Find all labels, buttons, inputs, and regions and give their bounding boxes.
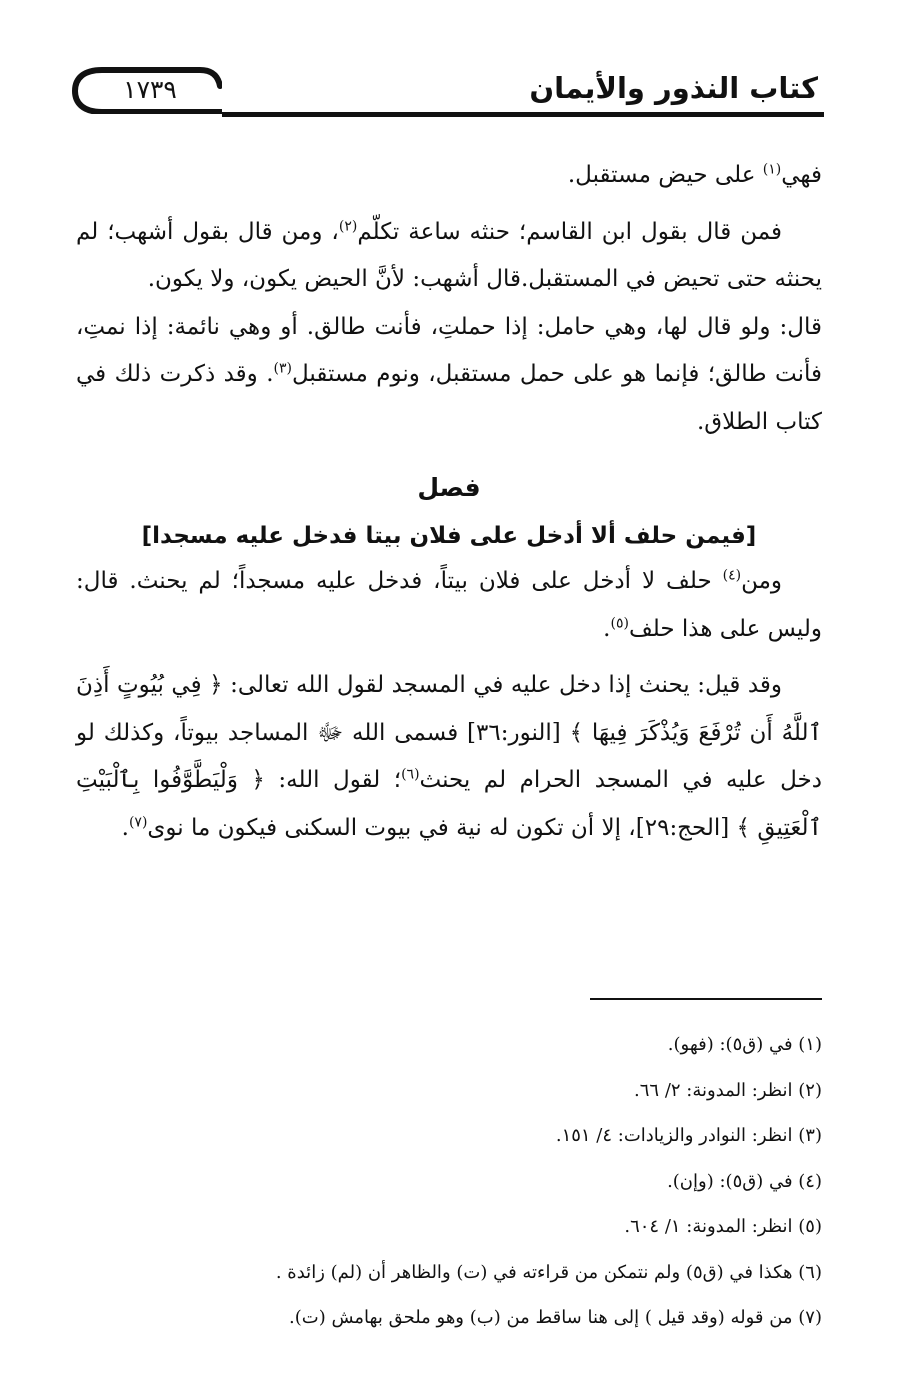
footnote-2: (٢) انظر: المدونة: ٢/ ٦٦. (634, 1079, 822, 1101)
footnote-ref-3: (٣) (273, 360, 292, 377)
paragraph-4: ومن$^{(٤)}$ حلف لا أدخل على فلان بيتاً، فدخل عليه مسجداً؛ لم يحنث. قال: وليس على هذا حلف$^{(٥)}$. (76, 567, 822, 642)
running-header (72, 62, 824, 126)
paragraph-3: قال: ولو قال لها، وهي حامل: إذا حملتِ، فأنت طالق. أو وهي نائمة: إذا نمتِ، فأنت طالق؛ فإنما هو على حمل مستقبل، ونوم مستقبل$^{(٣)}$. وقد ذكرت ذلك في كتاب الطلاق. (76, 313, 822, 435)
footnotes (182, 1022, 822, 1341)
paragraph-5: وقد قيل: يحنث إذا دخل عليه في المسجد لقول الله تعالى: ﴿ فِي بُيُوتٍ أَذِنَ ٱللَّهُ أَن تُرْفَعَ وَيُذْكَرَ فِيهَا ﴾ [النور:٣٦] فسمى الله ﷻ المساجد بيوتاً، وكذلك لو دخل عليه في المسجد الحرام لم يحنث$^{(٦)}$؛ لقول الله: ﴿ وَلْيَطَّوَّفُوا بِٱلْبَيْتِ ٱلْعَتِيقِ ﴾ [الحج:٢٩]، إلا أن تكون له نية في بيوت السكنى فيكون ما نوى$^{(٧)}$. (76, 672, 823, 841)
paragraph-1: فهي$^{(١)}$ على حيض مستقبل. (567, 161, 822, 188)
footnote-5: (٥) انظر: المدونة: ١/ ٦٠٤. (624, 1216, 822, 1237)
page-number-badge (72, 66, 222, 112)
section-title: فصل (417, 473, 481, 502)
footnote-ref-7: (٧) (128, 813, 148, 830)
footnote-6: (٦) هكذا في (ق٥) ولم نتمكن من قراءته في (ت) والظاهر أن (لم) زائدة . (275, 1261, 822, 1283)
book-title: كتاب النذور والأيمان (529, 71, 818, 105)
footnote-7: (٧) من قوله (وقد قيل ) إلى هنا ساقط من (ب) وهو ملحق بهامش (ت). (289, 1307, 822, 1328)
paragraph-2: فمن قال بقول ابن القاسم؛ حنثه ساعة تكلّم$^{(٢)}$، ومن قال بقول أشهب؛ لم يحنثه حتى تحيض في المستقبل.قال أشهب: لأنَّ الحيض يكون، ولا يكون. (76, 217, 822, 292)
main-text (76, 152, 822, 852)
footnote-3: (٣) انظر: النوادر والزيادات: ٤/ ١٥١. (555, 1125, 822, 1146)
footnote-ref-6: (٦) (401, 766, 420, 783)
footnote-ref-5: (٥) (610, 614, 629, 631)
page-number: ١٧٣٩ (123, 75, 177, 104)
footnote-ref-4: (٤) (722, 567, 742, 584)
footnote-separator (590, 998, 822, 1000)
footnote-ref-1: (١) (762, 161, 782, 178)
header-rule (222, 112, 824, 117)
footnote-ref-2: (٢) (338, 217, 358, 234)
footnote-4: (٤) في (ق٥): (وإن). (667, 1170, 822, 1192)
footnote-1: (١) في (ق٥): (فهو). (667, 1034, 822, 1055)
section-subtitle: [فيمن حلف ألا أدخل على فلان بيتا فدخل عليه مسجدا] (141, 523, 757, 549)
